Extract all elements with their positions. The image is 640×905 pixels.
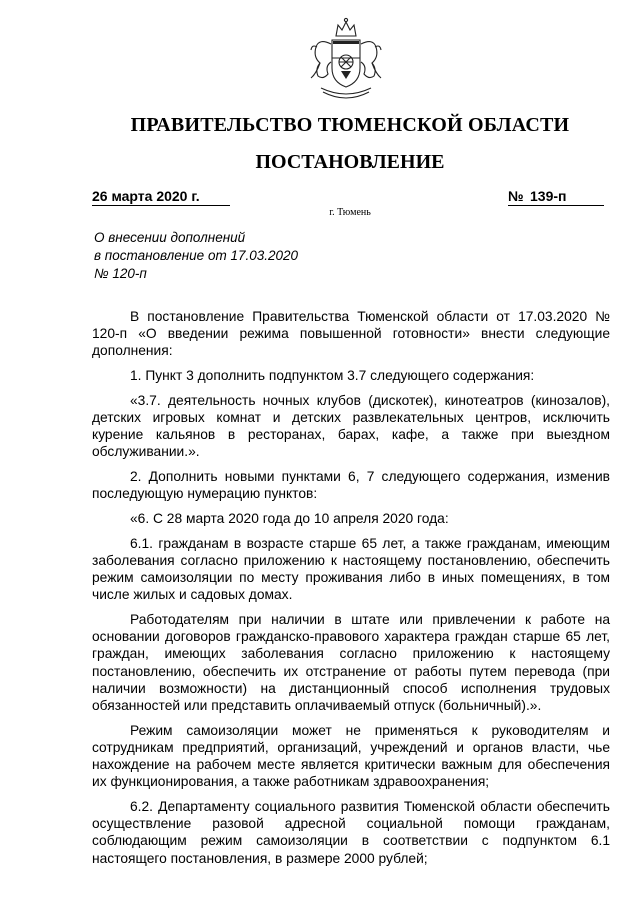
- body-paragraph: «3.7. деятельность ночных клубов (дискотек), кинотеатров (кинозалов), детских игровых комнат и детских развлекательных центров, исключить курение кальянов в ресторанах, барах, кафе, а также при выездном обслуживании.».: [92, 392, 610, 460]
- subject-line: в постановление от 17.03.2020: [94, 248, 299, 263]
- coat-of-arms-icon: [303, 14, 389, 106]
- document-date: 26 марта 2020 г.: [92, 188, 230, 206]
- body-paragraph: «6. С 28 марта 2020 года до 10 апреля 2020 года:: [130, 511, 449, 527]
- document-body: [92, 308, 610, 867]
- body-paragraph: Режим самоизоляции может не применяться к руководителям и сотрудникам предприятий, организаций, учреждений и органов власти, чье нахождение на рабочем месте является критически важным для обеспечения их функционирования, а также работникам здравоохранения;: [92, 722, 610, 790]
- document-type: ПОСТАНОВЛЕНИЕ: [255, 151, 445, 173]
- city-label: г. Тюмень: [329, 207, 371, 218]
- body-paragraph: В постановление Правительства Тюменской области от 17.03.2020 № 120-п «О введении режима повышенной готовности» внести следующие дополнения:: [92, 309, 610, 359]
- subject-line: № 120-п: [94, 266, 147, 281]
- document-number-field: [508, 188, 604, 206]
- body-paragraph: Работодателям при наличии в штате или привлечении к работе на основании договоров гражданско-правового характера граждан старше 65 лет, граждан, имеющих заболевания согласно приложению к настоящему постановлению, обеспечить их отстранение от работы путем перевода (при наличии возможности) на дистанционный способ исполнения трудовых обязанностей или представить оплачиваемый отпуск (больничный).».: [92, 612, 610, 714]
- body-paragraph: 6.1. гражданам в возрасте старше 65 лет, а также гражданам, имеющим заболевания согласно приложению к настоящему постановлению, обеспечить режим самоизоляции по месту проживания либо в иных помещениях, в том числе жилых и садовых домах.: [92, 535, 610, 603]
- number-sign: №: [508, 188, 524, 204]
- document-number: 139-п: [530, 188, 567, 204]
- document-subject: [94, 229, 354, 283]
- government-title: ПРАВИТЕЛЬСТВО ТЮМЕНСКОЙ ОБЛАСТИ: [130, 114, 570, 136]
- body-paragraph: 1. Пункт 3 дополнить подпунктом 3.7 следующего содержания:: [130, 368, 535, 384]
- body-paragraph: 6.2. Департаменту социального развития Тюменской области обеспечить осуществление разовой адресной социальной помощи гражданам, соблюдающим режим самоизоляции в соответствии с подпунктом 6.1 настоящего постановления, в размере 2000 рублей;: [92, 799, 610, 866]
- body-paragraph: 2. Дополнить новыми пунктами 6, 7 следующего содержания, изменив последующую нумерацию пунктов:: [92, 469, 610, 502]
- subject-line: О внесении дополнений: [94, 230, 246, 245]
